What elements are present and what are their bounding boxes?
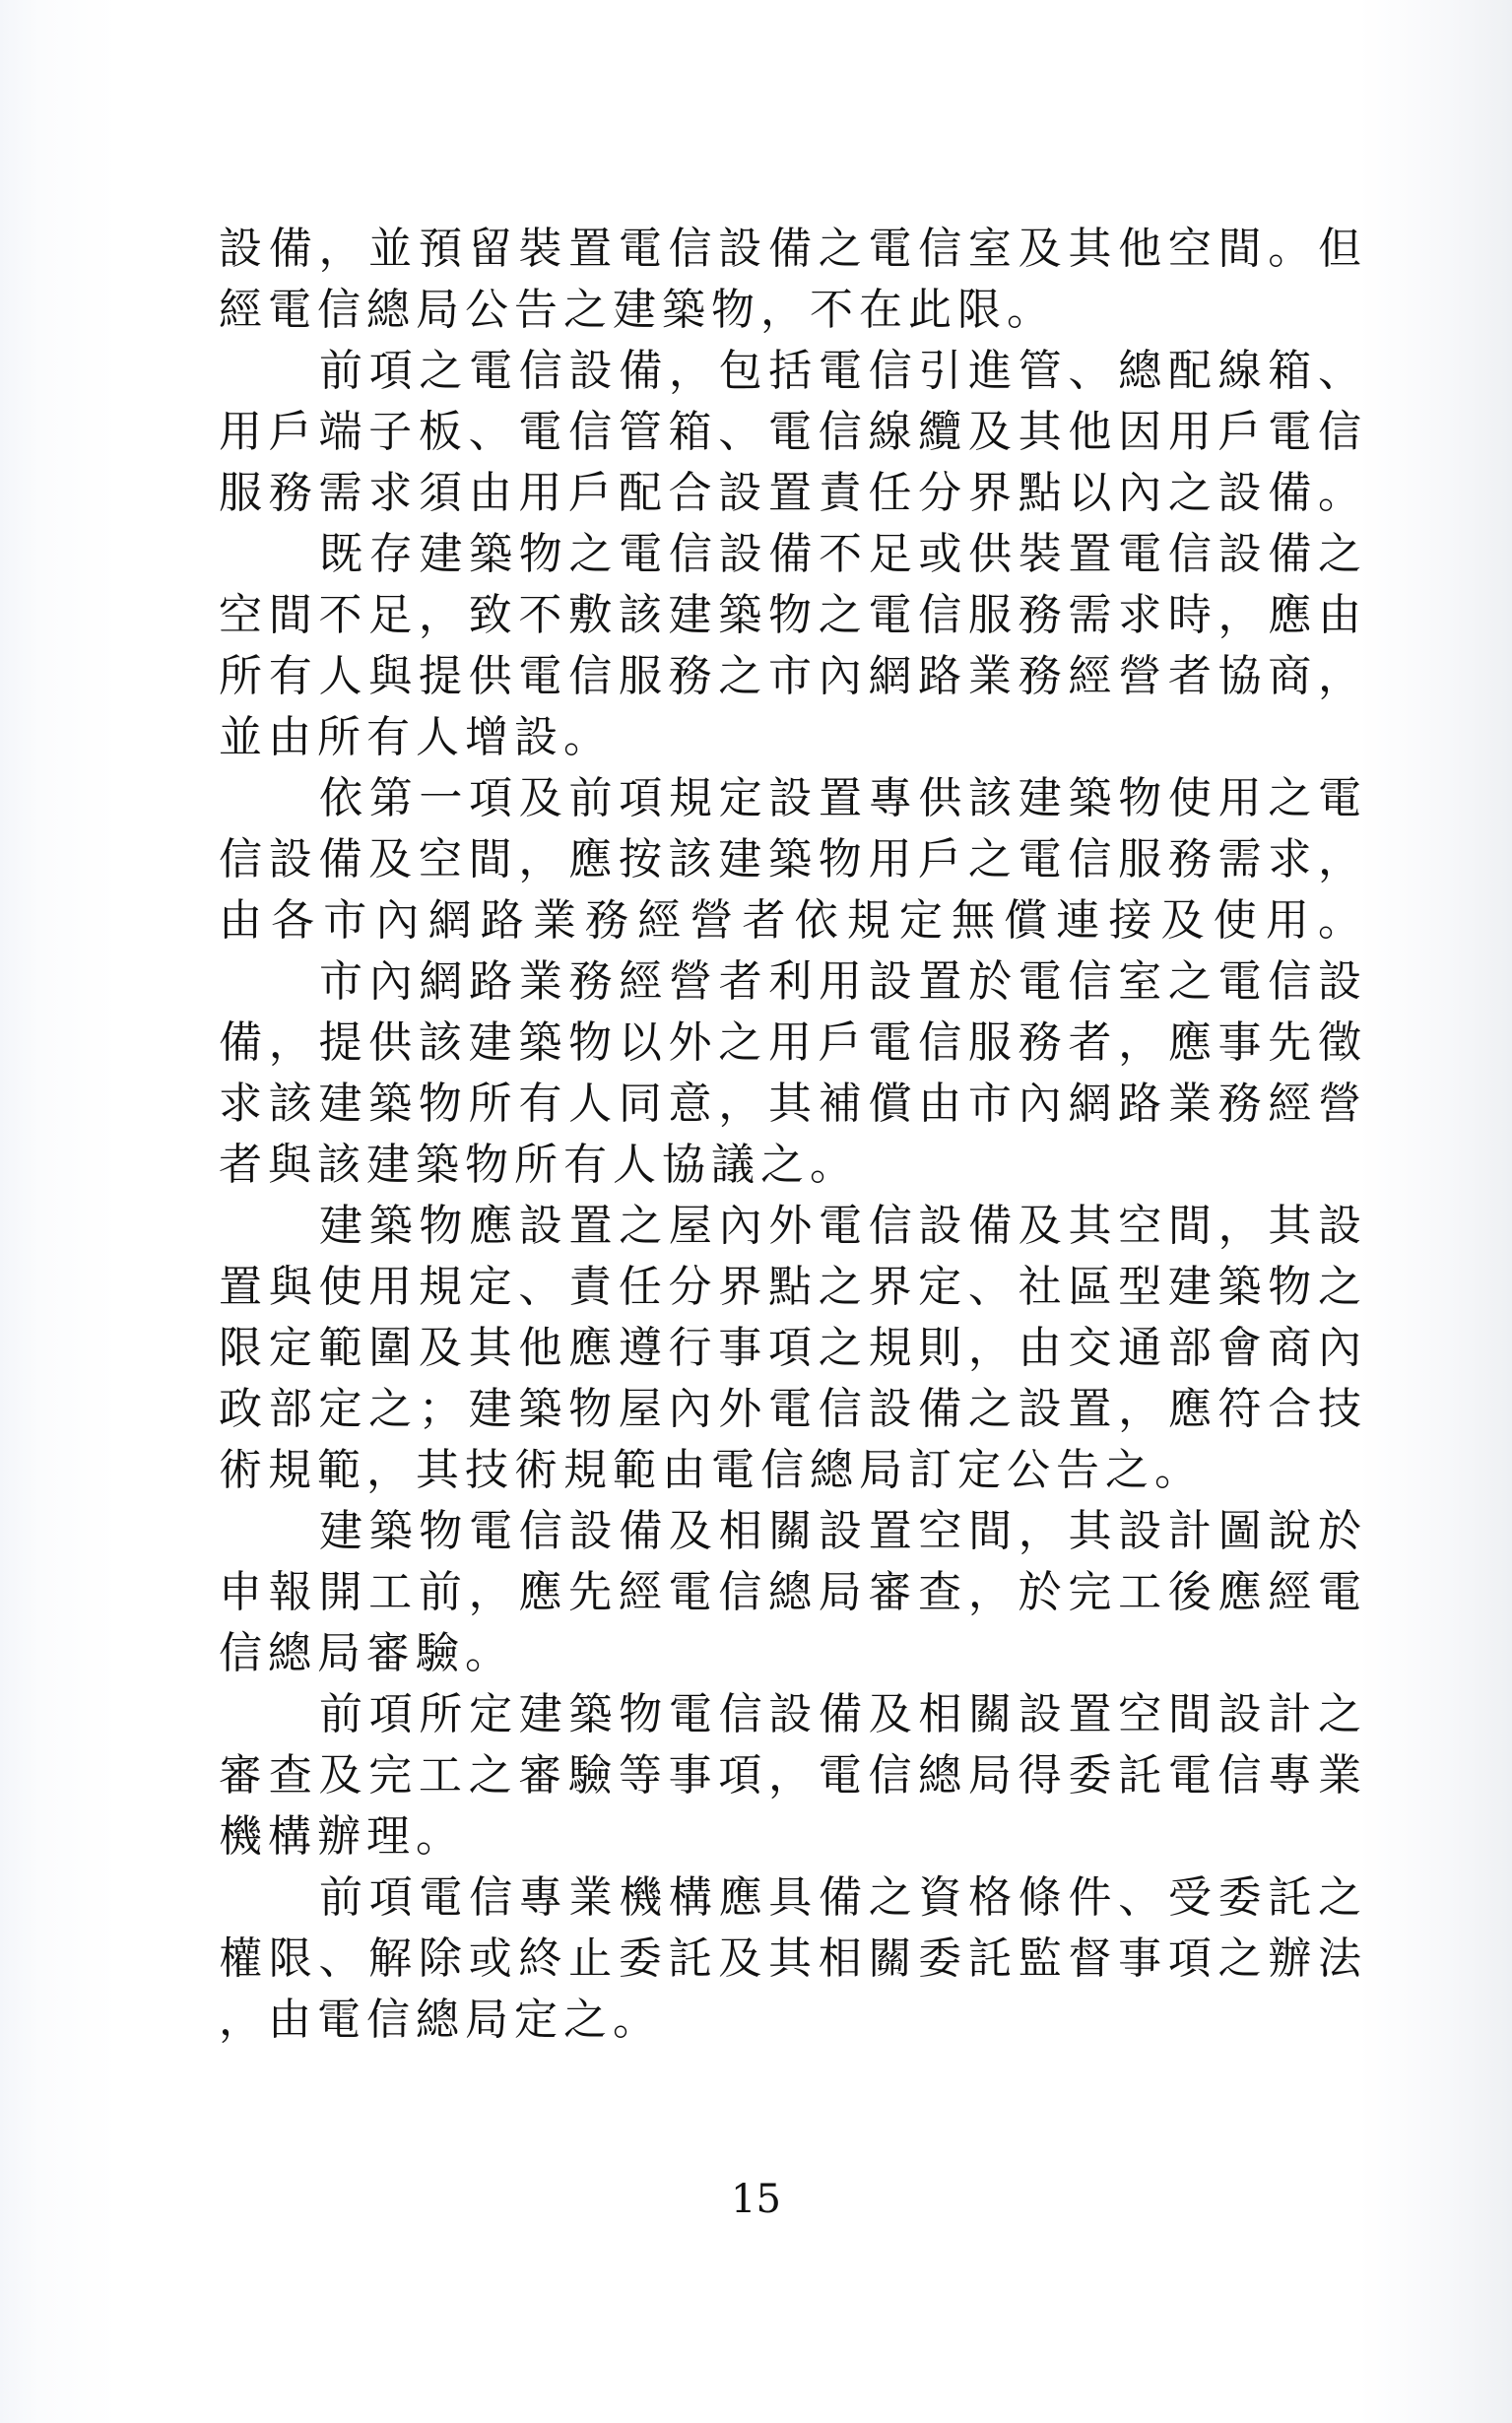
text-line: 限定範圍及其他應遵行事項之規則，由交通部會商內 <box>219 1323 1361 1373</box>
text-line: 前項之電信設備，包括電信引進管、總配線箱、 <box>319 346 1361 396</box>
text-line: 市內網路業務經營者利用設置於電信室之電信設 <box>319 956 1361 1007</box>
text-line: 審查及完工之審驗等事項，電信總局得委託電信專業 <box>219 1750 1361 1801</box>
bleed-through-mark <box>1451 234 1506 274</box>
text-line: 權限、解除或終止委託及其相關委託監督事項之辦法 <box>219 1933 1361 1984</box>
text-line: 求該建築物所有人同意，其補償由市內網路業務經營 <box>219 1079 1361 1129</box>
text-line: 所有人與提供電信服務之市內網路業務經營者協商， <box>219 651 1361 701</box>
text-line: 由各市內網路業務經營者依規定無償連接及使用。 <box>219 895 1361 946</box>
text-line: 設備，並預留裝置電信設備之電信室及其他空間。但 <box>219 224 1361 274</box>
text-line: 用戶端子板、電信管箱、電信線纜及其他因用戶電信 <box>219 407 1361 457</box>
body-text <box>219 219 1361 2051</box>
text-line: 信總局審驗。 <box>219 1628 514 1678</box>
text-line: 依第一項及前項規定設置專供該建築物使用之電 <box>319 773 1361 823</box>
text-line: 服務需求須由用戶配合設置責任分界點以內之設備。 <box>219 468 1361 518</box>
text-line: 信設備及空間，應按該建築物用戶之電信服務需求， <box>219 834 1361 884</box>
text-line: 機構辦理。 <box>219 1811 465 1862</box>
text-line: 術規範，其技術規範由電信總局訂定公告之。 <box>219 1445 1204 1495</box>
text-line: 備，提供該建築物以外之用戶電信服務者，應事先徵 <box>219 1017 1361 1068</box>
text-line: 前項電信專業機構應具備之資格條件、受委託之 <box>319 1872 1361 1923</box>
page-number: 15 <box>731 2177 781 2222</box>
text-line: ，由電信總局定之。 <box>219 1995 662 2045</box>
text-line: 置與使用規定、責任分界點之界定、社區型建築物之 <box>219 1262 1361 1312</box>
text-line: 經電信總局公告之建築物，不在此限。 <box>219 285 1056 335</box>
text-line: 並由所有人增設。 <box>219 712 613 762</box>
text-line: 申報開工前，應先經電信總局審查，於完工後應經電 <box>219 1567 1361 1617</box>
text-line: 者與該建築物所有人協議之。 <box>219 1140 859 1190</box>
text-line: 建築物應設置之屋內外電信設備及其空間，其設 <box>319 1201 1361 1251</box>
text-line: 前項所定建築物電信設備及相關設置空間設計之 <box>319 1689 1361 1739</box>
text-line: 既存建築物之電信設備不足或供裝置電信設備之 <box>319 529 1361 579</box>
text-line: 空間不足，致不敷該建築物之電信服務需求時，應由 <box>219 590 1361 640</box>
text-line: 政部定之；建築物屋內外電信設備之設置，應符合技 <box>219 1384 1361 1434</box>
text-line: 建築物電信設備及相關設置空間，其設計圖說於 <box>319 1506 1361 1556</box>
